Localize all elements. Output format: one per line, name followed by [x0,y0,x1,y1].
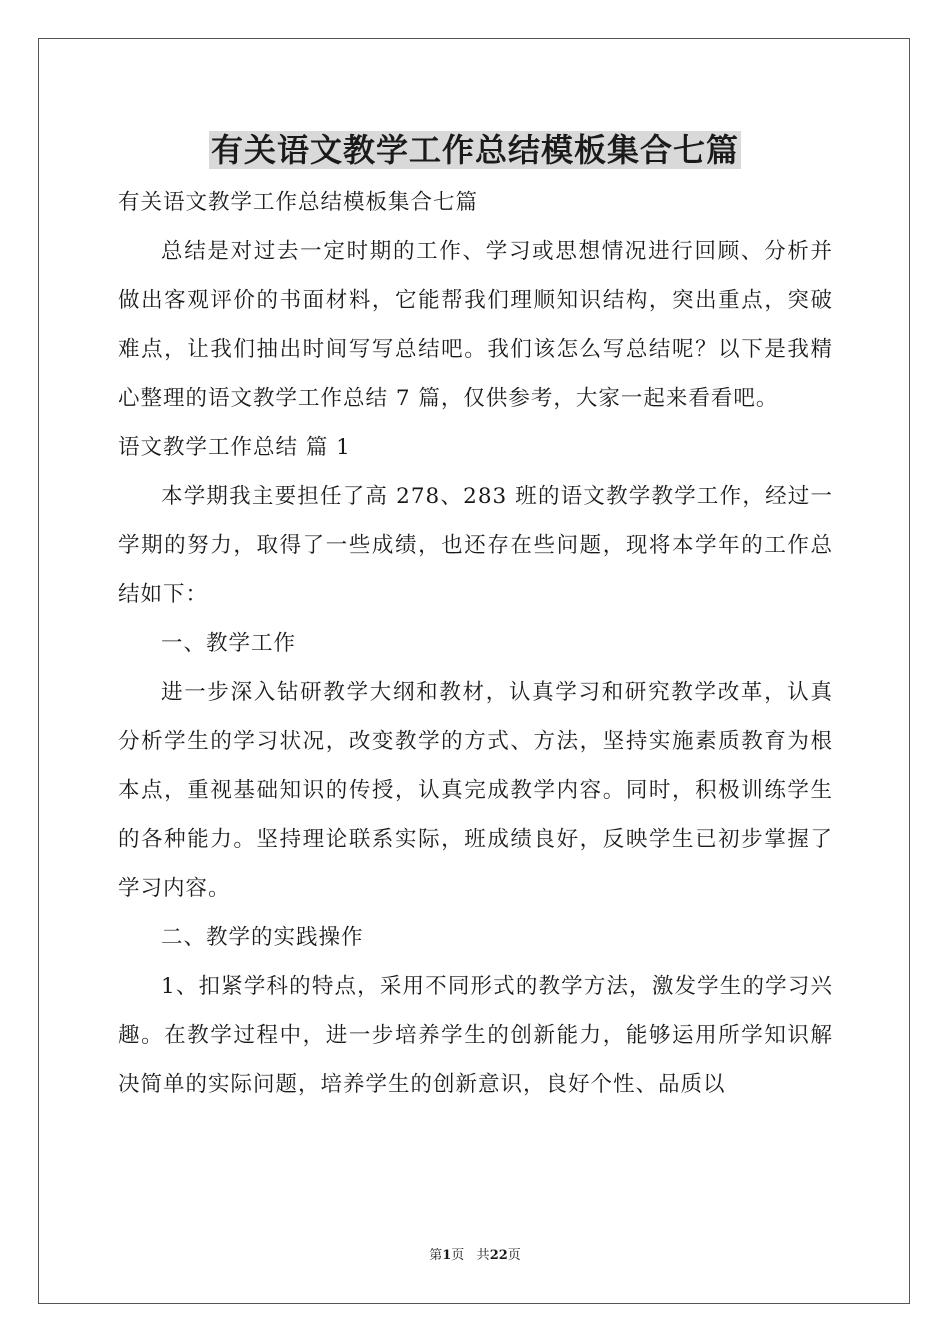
paragraph-practice-1: 1、扣紧学科的特点，采用不同形式的教学方法，激发学生的学习兴趣。在教学过程中，进一步培养学生的创新能力，能够运用所学知识解决简单的实际问题，培养学生的创新意识，良好个性、品质以 [118,974,833,1097]
footer-page-number: 1 [442,1248,452,1263]
paragraph-teaching-work: 进一步深入钻研教学大纲和教材，认真学习和研究教学改革，认真分析学生的学习状况，改变教学的方式、方法，坚持实施素质教育为根本点，重视基础知识的传授，认真完成教学内容。同时，积极训练学生的各种能力。坚持理论联系实际，班成绩良好，反映学生已初步掌握了学习内容。 [118,680,833,901]
paragraph-subtitle: 有关语文教学工作总结模板集合七篇 [118,190,479,215]
footer-page-suffix: 页 [451,1248,465,1263]
footer-prefix: 第 [429,1248,443,1263]
section-heading-part-1: 语文教学工作总结 篇 1 [118,435,351,460]
footer-total-prefix: 共 [476,1248,490,1263]
subheading-practice: 二、教学的实践操作 [161,925,364,950]
document-title-text: 有关语文教学工作总结模板集合七篇 [210,131,739,169]
document-body [118,178,833,1109]
footer-total-pages: 22 [489,1248,508,1263]
page-footer [0,1247,950,1265]
footer-total-suffix: 页 [507,1248,521,1263]
paragraph-intro: 总结是对过去一定时期的工作、学习或思想情况进行回顾、分析并做出客观评价的书面材料，它能帮我们理顺知识结构，突出重点，突破难点，让我们抽出时间写写总结吧。我们该怎么写总结呢？以下是我精心整理的语文教学工作总结 7 篇，仅供参考，大家一起来看看吧。 [118,239,833,411]
document-title [0,128,950,172]
paragraph-overview: 本学期我主要担任了高 278、283 班的语文教学教学工作，经过一学期的努力，取得了一些成绩，也还存在些问题，现将本学年的工作总结如下： [118,484,833,607]
subheading-teaching-work: 一、教学工作 [161,631,297,656]
